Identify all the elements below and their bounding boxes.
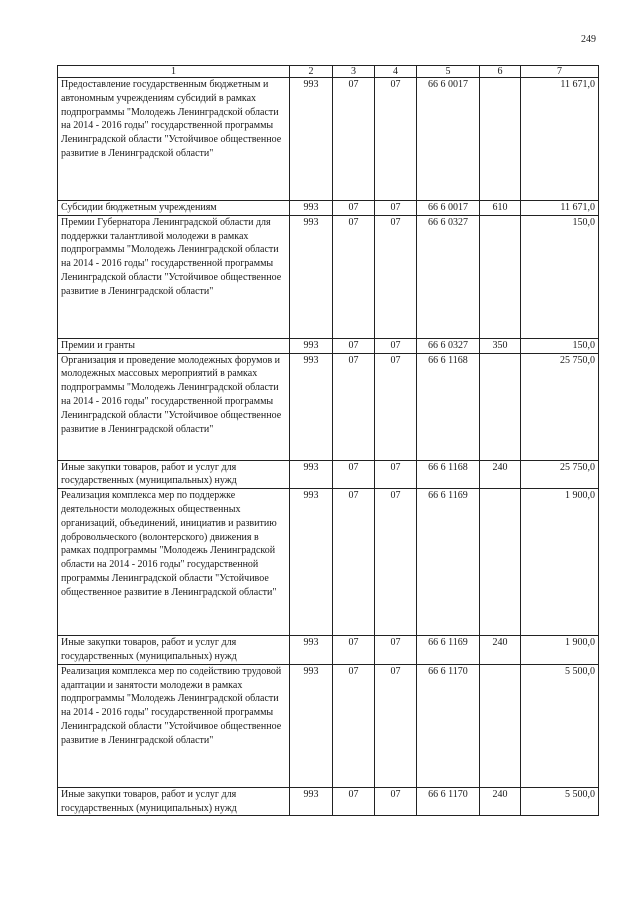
row-description: Предоставление государственным бюджетным и автономным учреждениям субсидий в рамках подпрограммы "Молодежь Ленинградской области на 2014 - 2016 годы" государственной программы Ленинградской области "Устойчивое общественное развитие в Ленинградской области" — [58, 78, 290, 201]
cell-amount: 25 750,0 — [521, 460, 599, 489]
cell-amount: 1 900,0 — [521, 636, 599, 665]
table-row — [58, 664, 599, 787]
row-description: Премии и гранты — [58, 338, 290, 353]
cell-subsection: 07 — [375, 78, 417, 201]
cell-subsection: 07 — [375, 636, 417, 665]
cell-amount: 150,0 — [521, 215, 599, 338]
cell-subsection: 07 — [375, 460, 417, 489]
cell-subsection: 07 — [375, 353, 417, 460]
budget-table — [57, 65, 599, 816]
table-row — [58, 78, 599, 201]
cell-ministry: 993 — [290, 353, 333, 460]
row-description: Субсидии бюджетным учреждениям — [58, 201, 290, 216]
cell-target-code: 66 6 1170 — [417, 787, 480, 816]
column-header: 6 — [480, 66, 521, 78]
cell-target-code: 66 6 0017 — [417, 78, 480, 201]
column-header: 3 — [333, 66, 375, 78]
cell-ministry: 993 — [290, 338, 333, 353]
column-header: 1 — [58, 66, 290, 78]
cell-expense-type: 350 — [480, 338, 521, 353]
row-description: Премии Губернатора Ленинградской области для поддержки талантливой молодежи в рамках подпрограммы "Молодежь Ленинградской области на 2014 - 2016 годы" государственной программы Ленинградской области "Устойчивое общественное развитие в Ленинградской области" — [58, 215, 290, 338]
cell-subsection: 07 — [375, 787, 417, 816]
cell-ministry: 993 — [290, 215, 333, 338]
cell-ministry: 993 — [290, 78, 333, 201]
cell-amount: 11 671,0 — [521, 201, 599, 216]
column-header: 5 — [417, 66, 480, 78]
cell-amount: 5 500,0 — [521, 664, 599, 787]
cell-subsection: 07 — [375, 489, 417, 636]
cell-expense-type — [480, 78, 521, 201]
row-description: Иные закупки товаров, работ и услуг для государственных (муниципальных) нужд — [58, 636, 290, 665]
cell-section: 07 — [333, 664, 375, 787]
cell-target-code: 66 6 1169 — [417, 636, 480, 665]
table-row — [58, 353, 599, 460]
cell-subsection: 07 — [375, 201, 417, 216]
cell-amount: 150,0 — [521, 338, 599, 353]
row-description: Реализация комплекса мер по поддержке деятельности молодежных общественных организаций, объединений, инициатив и развитию добровольческого (волонтерского) движения в рамках подпрограммы "Молодежь Ленинградской области на 2014 - 2016 годы" государственной программы Ленинградской области "Устойчивое общественное развитие в Ленинградской области" — [58, 489, 290, 636]
cell-expense-type: 610 — [480, 201, 521, 216]
table-row — [58, 338, 599, 353]
cell-expense-type: 240 — [480, 460, 521, 489]
cell-section: 07 — [333, 78, 375, 201]
cell-subsection: 07 — [375, 664, 417, 787]
cell-section: 07 — [333, 636, 375, 665]
cell-amount: 11 671,0 — [521, 78, 599, 201]
table-row — [58, 201, 599, 216]
cell-target-code: 66 6 0327 — [417, 215, 480, 338]
cell-section: 07 — [333, 215, 375, 338]
cell-section: 07 — [333, 353, 375, 460]
cell-ministry: 993 — [290, 201, 333, 216]
table-row — [58, 215, 599, 338]
cell-amount: 1 900,0 — [521, 489, 599, 636]
page-number: 249 — [581, 34, 596, 45]
table-row — [58, 460, 599, 489]
cell-expense-type — [480, 215, 521, 338]
cell-expense-type — [480, 664, 521, 787]
cell-section: 07 — [333, 489, 375, 636]
cell-target-code: 66 6 0327 — [417, 338, 480, 353]
cell-target-code: 66 6 1168 — [417, 353, 480, 460]
cell-section: 07 — [333, 201, 375, 216]
cell-ministry: 993 — [290, 787, 333, 816]
column-header: 7 — [521, 66, 599, 78]
cell-section: 07 — [333, 787, 375, 816]
cell-section: 07 — [333, 460, 375, 489]
cell-subsection: 07 — [375, 215, 417, 338]
cell-ministry: 993 — [290, 489, 333, 636]
cell-target-code: 66 6 0017 — [417, 201, 480, 216]
column-header: 4 — [375, 66, 417, 78]
cell-target-code: 66 6 1169 — [417, 489, 480, 636]
cell-ministry: 993 — [290, 636, 333, 665]
column-header: 2 — [290, 66, 333, 78]
cell-expense-type: 240 — [480, 636, 521, 665]
table-row — [58, 489, 599, 636]
cell-amount: 25 750,0 — [521, 353, 599, 460]
header-row — [58, 66, 599, 78]
row-description: Организация и проведение молодежных форумов и молодежных массовых мероприятий в рамках подпрограммы "Молодежь Ленинградской области на 2014 - 2016 годы" государственной программы Ленинградской области "Устойчивое общественное развитие в Ленинградской области" — [58, 353, 290, 460]
cell-ministry: 993 — [290, 460, 333, 489]
cell-section: 07 — [333, 338, 375, 353]
cell-target-code: 66 6 1168 — [417, 460, 480, 489]
cell-target-code: 66 6 1170 — [417, 664, 480, 787]
row-description: Реализация комплекса мер по содействию трудовой адаптации и занятости молодежи в рамках подпрограммы "Молодежь Ленинградской области на 2014 - 2016 годы" государственной программы Ленинградской области "Устойчивое общественное развитие в Ленинградской области" — [58, 664, 290, 787]
row-description: Иные закупки товаров, работ и услуг для государственных (муниципальных) нужд — [58, 787, 290, 816]
cell-amount: 5 500,0 — [521, 787, 599, 816]
table-row — [58, 636, 599, 665]
cell-subsection: 07 — [375, 338, 417, 353]
cell-expense-type — [480, 353, 521, 460]
row-description: Иные закупки товаров, работ и услуг для государственных (муниципальных) нужд — [58, 460, 290, 489]
cell-expense-type: 240 — [480, 787, 521, 816]
table-row — [58, 787, 599, 816]
cell-expense-type — [480, 489, 521, 636]
cell-ministry: 993 — [290, 664, 333, 787]
